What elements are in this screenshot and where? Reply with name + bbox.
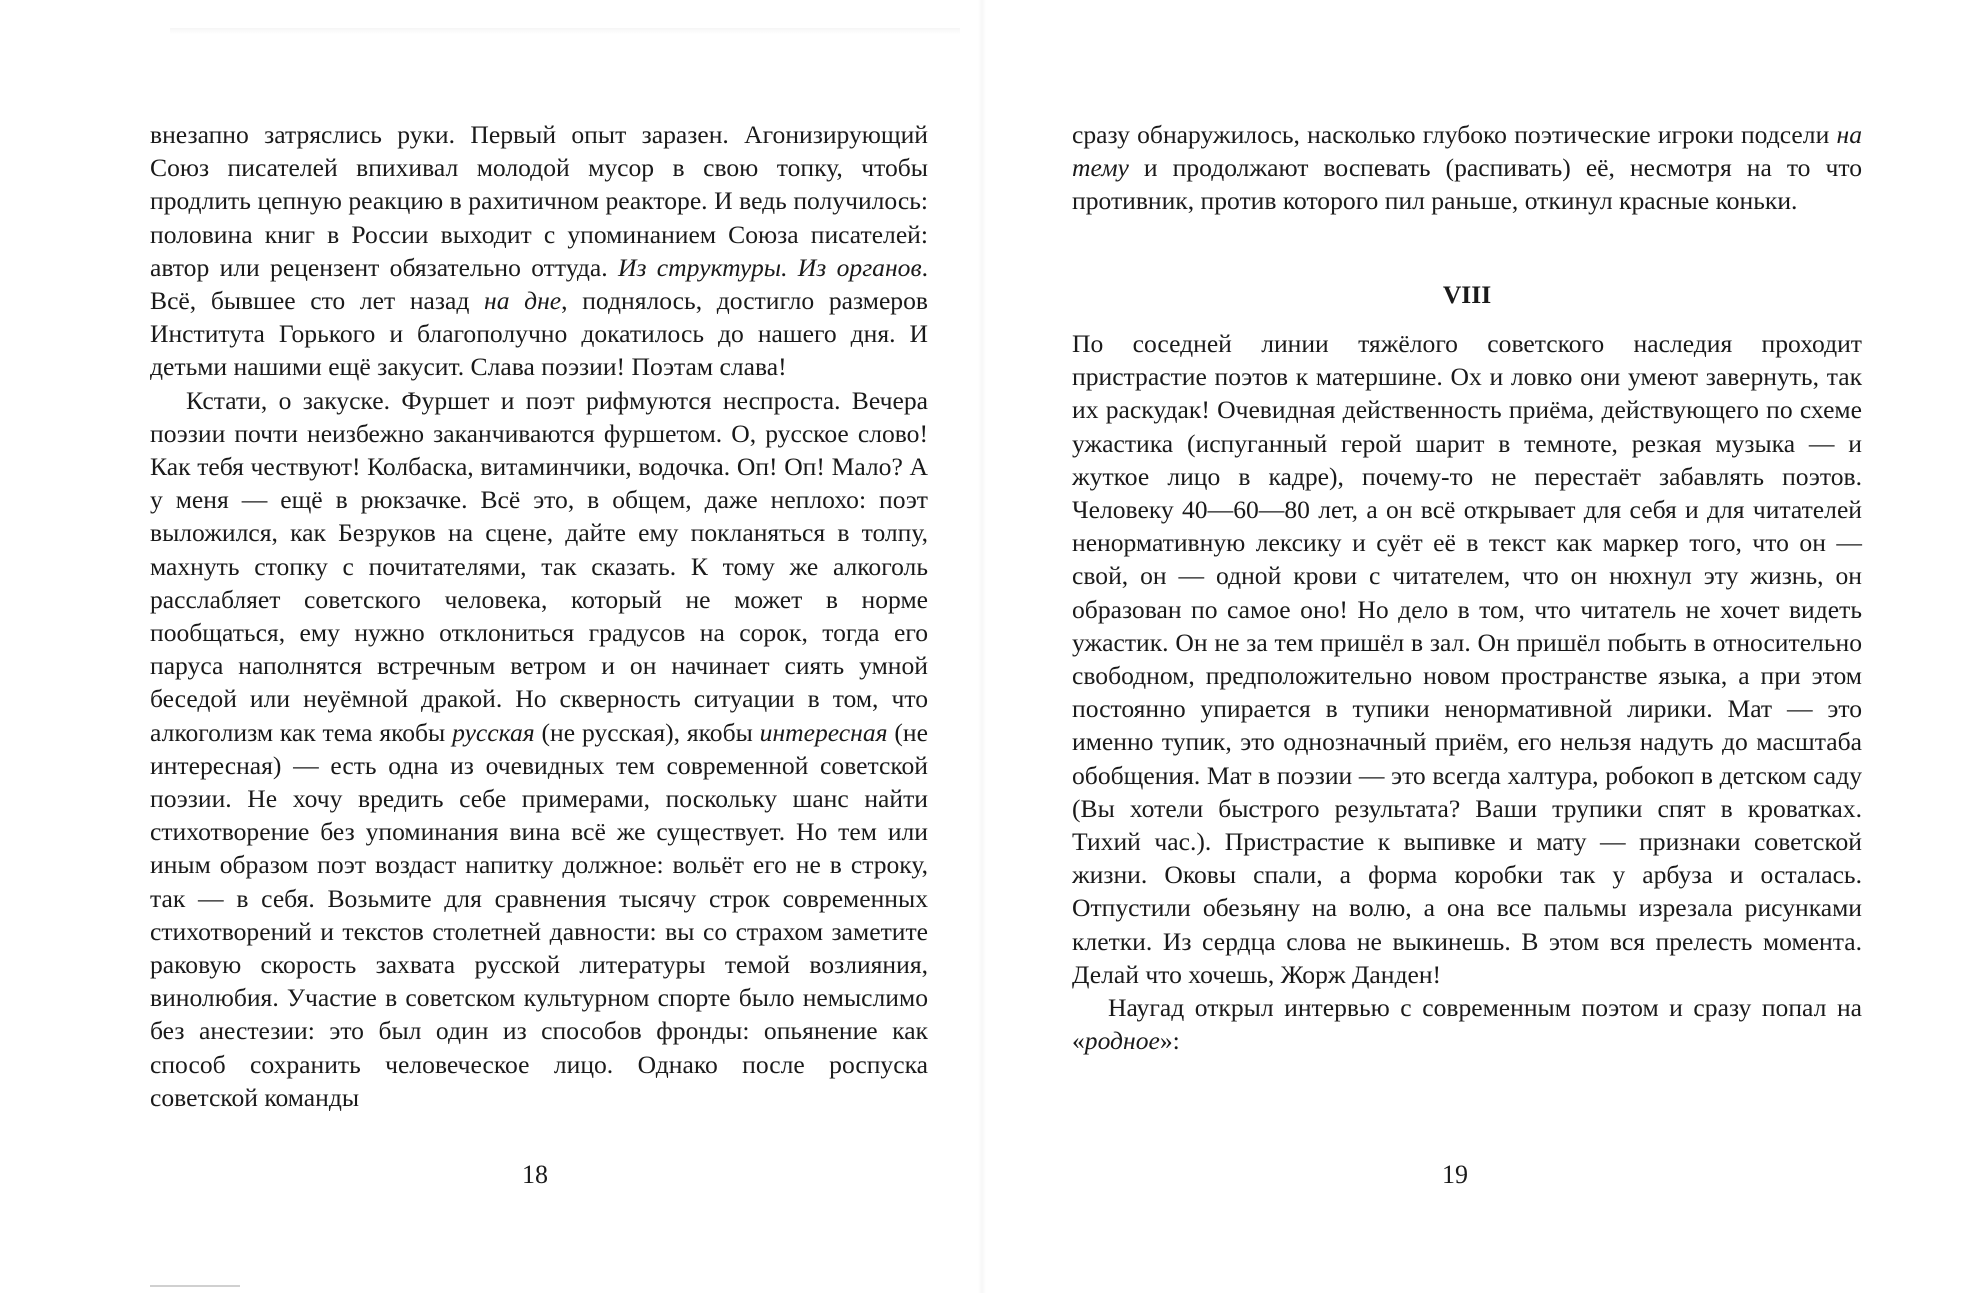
text-run: »: bbox=[1159, 1026, 1180, 1056]
page-bottom-mark bbox=[150, 1285, 240, 1287]
paragraph bbox=[1072, 118, 1862, 218]
italic-text: родное bbox=[1084, 1026, 1160, 1056]
text-run: и продолжают воспевать (распивать) её, несмотря на то что противник, против которого пил раньше, откинул красные коньки. bbox=[1072, 153, 1862, 216]
text-run: . Всё, бывшее сто лет назад bbox=[150, 252, 928, 316]
text-run: По соседней линии тяжёлого советского наследия проходит пристрастие поэтов к матершине. Ох и ловко они умеют завернуть, так их раскудак! Очевидная действенность приёма, действующего по схеме ужастика (испуганный герой шарит в темноте, резкая музыка — и жуткое лицо в кадре), почему-то не перестаёт забавлять поэтов. Человеку 40—60—80 лет, а он всё открывает для себя и для читателей ненормативную лексику и суёт её в текст как маркер того, что он — свой, он — одной крови с читателем, что он нюхнул эту жизнь, он образован по самое оно! Но дело в том, что читатель не хочет видеть ужастик. Он не за тем пришёл в зал. Он пришёл побыть в относительно свободном, предположительно новом пространстве языка, а при этом постоянно упирается в тупики ненормативной лирики. Мат — это именно тупик, это однозначный приём, его нельзя надуть до масштаба обобщения. Мат в поэзии — это всегда халтура, робокоп в детском саду (Вы хотели быстрого результата? Ваши трупики спят в кроватках. Тихий час.). Пристрастие к выпивке и мату — признаки советской жизни. Оковы спали, а форма коробки так у арбуза и осталась. Отпустили обезьяну на волю, а она все пальмы изрезала рисунками клетки. Из сердца слова не выкинешь. В этом вся прелесть момента. Делай что хочешь, Жорж Данден! bbox=[1072, 329, 1862, 989]
italic-text: Из структуры. Из органов bbox=[618, 252, 922, 282]
paragraph bbox=[1072, 991, 1862, 1057]
page-number-left: 18 bbox=[522, 1160, 548, 1189]
left-page-text bbox=[150, 118, 928, 1114]
italic-text: русская bbox=[452, 717, 535, 747]
italic-text: интересная bbox=[759, 717, 888, 747]
paragraph bbox=[150, 118, 928, 384]
page-number-right: 19 bbox=[1442, 1160, 1468, 1189]
paragraph bbox=[1072, 327, 1862, 991]
text-run: Кстати, о закуске. Фуршет и поэт рифмуются неспроста. Вечера поэзии почти неизбежно заканчиваются фуршетом. О, русское слово! Как тебя чествуют! Колбаска, витаминчики, водочка. Оп! Оп! Мало? А у меня — ещё в рюкзачке. Всё это, в общем, даже неплохо: поэт выложился, как Безруков на сцене, дайте ему покланяться в толпу, махнуть стопку с почитателями, так сказать. К тому же алкоголь расслабляет советского человека, который не может в норме пообщаться, ему нужно отклониться градусов на сорок, тогда его паруса наполнятся встречным ветром и он начинает сиять умной беседой или неуёмной дракой. Но скверность ситуации в том, что алкоголизм как тема якобы bbox=[150, 385, 928, 747]
section-heading: VIII bbox=[1442, 280, 1492, 309]
italic-text: на дне bbox=[484, 286, 562, 316]
right-page-top-text bbox=[1072, 118, 1862, 218]
text-run: сразу обнаружилось, насколько глубоко поэтические игроки подсели bbox=[1072, 120, 1837, 149]
paragraph bbox=[150, 384, 928, 1114]
right-page-text bbox=[1072, 327, 1862, 1057]
text-run: , поднялось, достигло размеров Института Горького и благополучно докатилось до нашего дня. И детьми нашими ещё закусит. Слава поэзии! Поэтам слава! bbox=[150, 286, 928, 382]
text-run: (не интересная) — есть одна из очевидных тем современной советской поэзии. Не хочу вредить себе примерами, поскольку шанс найти стихотворение без упоминания вина всё же существует. Но тем или иным образом поэт воздаст напитку должное: вольёт его не в строку, так — в себя. Возьмите для сравнения тысячу строк современных стихотворений и текстов столетней давности: вы со страхом заметите раковую скорость захвата русской литературы темой возлияния, винолюбия. Участие в советском культурном спорте было немыслимо без анестезии: это был один из способов фронды: опьянение как способ сохранить человеческое лицо. Однако после роспуска советской команды bbox=[150, 717, 928, 1112]
text-run: (не русская), якобы bbox=[534, 717, 760, 747]
text-run: внезапно затряслись руки. Первый опыт заразен. Агонизирующий Союз писателей впихивал молодой мусор в свою топку, чтобы продлить цепную реакцию в рахитичном реакторе. И ведь получилось: половина книг в России выходит с упоминанием Союза писателей: автор или рецензент обязательно оттуда. bbox=[150, 120, 928, 282]
text-run: Наугад открыл интервью с современным поэтом и сразу попал на « bbox=[1072, 993, 1862, 1056]
page-top-shadow bbox=[170, 28, 960, 34]
italic-text: на тему bbox=[1072, 120, 1862, 183]
